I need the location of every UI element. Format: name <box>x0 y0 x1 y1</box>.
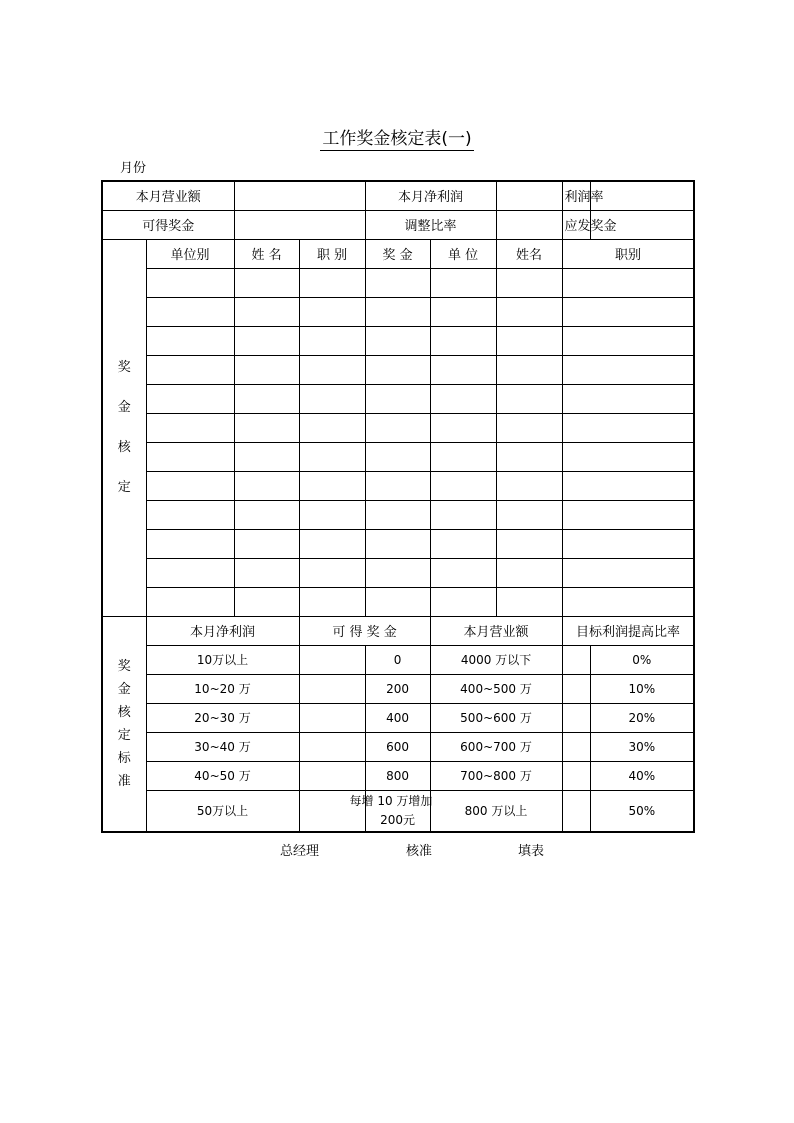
monthly-revenue-value[interactable] <box>234 181 365 210</box>
bonus-entry-position[interactable] <box>299 384 365 413</box>
std-rate-pad <box>562 674 590 703</box>
bonus-entry-position[interactable] <box>299 297 365 326</box>
bonus-entry-bonus[interactable] <box>365 500 430 529</box>
bonus-entry-bonus[interactable] <box>365 471 430 500</box>
bonus-entry-name-2[interactable] <box>496 471 562 500</box>
bonus-entry-name-2[interactable] <box>496 355 562 384</box>
footer-approve: 核准 <box>406 844 433 859</box>
bonus-entry-name[interactable] <box>234 413 299 442</box>
bonus-entry-unit[interactable] <box>146 297 234 326</box>
bonus-entry-name[interactable] <box>234 500 299 529</box>
std-profit: 40~50 万 <box>146 761 299 790</box>
bonus-entry-name-2[interactable] <box>496 529 562 558</box>
bonus-entry-unit[interactable] <box>146 355 234 384</box>
std-profit: 20~30 万 <box>146 703 299 732</box>
bonus-entry-bonus[interactable] <box>365 558 430 587</box>
std-header-net-profit: 本月净利润 <box>146 616 299 645</box>
std-rate: 10% <box>590 674 694 703</box>
footer-fill: 填表 <box>518 844 545 859</box>
earnable-bonus-label: 可得奖金 <box>102 210 234 239</box>
bonus-entry-bonus[interactable] <box>365 326 430 355</box>
bonus-entry-row <box>102 384 694 413</box>
standard-row <box>102 645 694 674</box>
standard-row <box>102 790 694 832</box>
std-rate-pad <box>562 703 590 732</box>
bonus-entry-position[interactable] <box>299 355 365 384</box>
std-bonus-pad <box>299 732 365 761</box>
bonus-entry-position[interactable] <box>299 442 365 471</box>
bonus-entry-unit-2[interactable] <box>430 297 496 326</box>
bonus-entry-position-2[interactable] <box>562 529 694 558</box>
payable-bonus-cell <box>564 210 694 239</box>
bonus-entry-bonus[interactable] <box>365 268 430 297</box>
bonus-side-label: 奖 金 核 定 <box>102 239 146 616</box>
bonus-entry-name[interactable] <box>234 326 299 355</box>
std-rate-pad <box>562 732 590 761</box>
std-bonus: 每增 10 万增加 200元 <box>365 790 430 832</box>
standard-row <box>102 703 694 732</box>
standard-row <box>102 761 694 790</box>
std-rate: 0% <box>590 645 694 674</box>
bonus-entry-position[interactable] <box>299 529 365 558</box>
bonus-entry-name[interactable] <box>234 587 299 616</box>
std-header-target-rate: 目标利润提高比率 <box>562 616 694 645</box>
bonus-entry-name-2[interactable] <box>496 297 562 326</box>
bonus-entry-unit-2[interactable] <box>430 442 496 471</box>
bonus-entry-row <box>102 268 694 297</box>
std-bonus-pad <box>299 645 365 674</box>
bonus-entry-unit[interactable] <box>146 500 234 529</box>
standard-side-label: 奖 金 核 定 标 准 <box>102 616 146 832</box>
bonus-entry-position[interactable] <box>299 326 365 355</box>
std-revenue: 600~700 万 <box>430 732 562 761</box>
std-header-earnable-bonus: 可 得 奖 金 <box>299 616 430 645</box>
bonus-entry-position-2[interactable] <box>562 326 694 355</box>
monthly-net-profit-label: 本月净利润 <box>365 181 496 210</box>
bonus-entry-position-2[interactable] <box>562 297 694 326</box>
bonus-entry-unit[interactable] <box>146 326 234 355</box>
std-rate: 40% <box>590 761 694 790</box>
header-unit: 单位别 <box>146 239 234 268</box>
bonus-entry-position-2[interactable] <box>562 471 694 500</box>
standard-header-row <box>102 616 694 645</box>
monthly-net-profit-value[interactable] <box>496 181 562 210</box>
std-revenue: 4000 万以下 <box>430 645 562 674</box>
bonus-entry-row <box>102 355 694 384</box>
bonus-entry-position-2[interactable] <box>562 500 694 529</box>
bonus-entry-name-2[interactable] <box>496 413 562 442</box>
bonus-entry-bonus[interactable] <box>365 355 430 384</box>
bonus-entry-row <box>102 558 694 587</box>
std-profit: 30~40 万 <box>146 732 299 761</box>
std-revenue: 700~800 万 <box>430 761 562 790</box>
monthly-revenue-label: 本月营业额 <box>102 181 234 210</box>
bonus-entry-position[interactable] <box>299 587 365 616</box>
bonus-entry-unit[interactable] <box>146 442 234 471</box>
bonus-entry-name[interactable] <box>234 529 299 558</box>
bonus-entry-position[interactable] <box>299 268 365 297</box>
header-bonus: 奖 金 <box>365 239 430 268</box>
std-profit: 10万以上 <box>146 645 299 674</box>
bonus-entry-unit-2[interactable] <box>430 413 496 442</box>
bonus-entry-position[interactable] <box>299 558 365 587</box>
bonus-entry-position-2[interactable] <box>562 558 694 587</box>
std-rate: 30% <box>590 732 694 761</box>
bonus-entry-name[interactable] <box>234 442 299 471</box>
std-bonus-pad <box>299 674 365 703</box>
bonus-entry-unit-2[interactable] <box>430 587 496 616</box>
bonus-entry-unit-2[interactable] <box>430 268 496 297</box>
header-name-2: 姓名 <box>496 239 562 268</box>
std-bonus: 800 <box>365 761 430 790</box>
std-revenue: 400~500 万 <box>430 674 562 703</box>
bonus-entry-unit[interactable] <box>146 529 234 558</box>
bonus-entry-bonus[interactable] <box>365 442 430 471</box>
bonus-entry-position-2[interactable] <box>562 268 694 297</box>
bonus-entry-name[interactable] <box>234 384 299 413</box>
bonus-entry-position-2[interactable] <box>562 355 694 384</box>
bonus-entry-bonus[interactable] <box>365 297 430 326</box>
std-rate-pad <box>562 761 590 790</box>
bonus-entry-unit[interactable] <box>146 268 234 297</box>
profit-rate-cell: 利润率 <box>590 181 694 210</box>
payable-bonus-label: 应发奖金 <box>564 219 617 234</box>
std-rate-pad <box>562 790 590 832</box>
standard-row <box>102 732 694 761</box>
bonus-entry-bonus[interactable] <box>365 384 430 413</box>
std-bonus: 600 <box>365 732 430 761</box>
std-bonus-pad <box>299 761 365 790</box>
footer-general-manager: 总经理 <box>280 844 320 859</box>
bonus-entry-row <box>102 442 694 471</box>
header-unit-2: 单 位 <box>430 239 496 268</box>
bonus-entry-name[interactable] <box>234 268 299 297</box>
summary-row-1 <box>102 181 694 210</box>
bonus-entry-row <box>102 500 694 529</box>
bonus-entry-row <box>102 529 694 558</box>
bonus-header-row <box>102 239 694 268</box>
bonus-entry-row <box>102 326 694 355</box>
header-position: 职 别 <box>299 239 365 268</box>
std-rate-pad <box>562 645 590 674</box>
bonus-entry-unit[interactable] <box>146 587 234 616</box>
bonus-entry-position-2[interactable] <box>562 413 694 442</box>
bonus-entry-unit-2[interactable] <box>430 384 496 413</box>
bonus-entry-unit-2[interactable] <box>430 500 496 529</box>
bonus-entry-position-2[interactable] <box>562 587 694 616</box>
bonus-entry-unit-2[interactable] <box>430 558 496 587</box>
std-profit: 50万以上 <box>146 790 299 832</box>
bonus-entry-position-2[interactable] <box>562 442 694 471</box>
bonus-entry-unit-2[interactable] <box>430 529 496 558</box>
bonus-entry-unit[interactable] <box>146 384 234 413</box>
standard-row <box>102 674 694 703</box>
std-rate: 20% <box>590 703 694 732</box>
bonus-entry-name-2[interactable] <box>496 558 562 587</box>
bonus-form-table <box>101 180 695 833</box>
month-label: 月份 <box>120 161 147 176</box>
header-name: 姓 名 <box>234 239 299 268</box>
std-bonus: 400 <box>365 703 430 732</box>
bonus-entry-position-2[interactable] <box>562 384 694 413</box>
bonus-entry-bonus[interactable] <box>365 529 430 558</box>
form-title: 工作奖金核定表(一) <box>322 129 472 149</box>
bonus-entry-name-2[interactable] <box>496 384 562 413</box>
std-header-revenue: 本月营业额 <box>430 616 562 645</box>
bonus-entry-name-2[interactable] <box>496 500 562 529</box>
bonus-entry-unit-2[interactable] <box>430 471 496 500</box>
std-profit: 10~20 万 <box>146 674 299 703</box>
bonus-entry-bonus[interactable] <box>365 413 430 442</box>
bonus-entry-name[interactable] <box>234 471 299 500</box>
bonus-entry-unit[interactable] <box>146 413 234 442</box>
bonus-entry-unit[interactable] <box>146 471 234 500</box>
bonus-entry-name[interactable] <box>234 355 299 384</box>
earnable-bonus-value[interactable] <box>234 210 365 239</box>
adjust-ratio-value[interactable] <box>496 210 562 239</box>
bonus-entry-bonus[interactable] <box>365 587 430 616</box>
std-bonus: 0 <box>365 645 430 674</box>
bonus-entry-row <box>102 587 694 616</box>
bonus-entry-row <box>102 413 694 442</box>
std-revenue: 500~600 万 <box>430 703 562 732</box>
bonus-entry-row <box>102 297 694 326</box>
bonus-entry-row <box>102 471 694 500</box>
bonus-entry-position[interactable] <box>299 413 365 442</box>
bonus-entry-name-2[interactable] <box>496 587 562 616</box>
summary-row-2 <box>102 210 694 239</box>
std-bonus: 200 <box>365 674 430 703</box>
bonus-entry-name-2[interactable] <box>496 326 562 355</box>
std-bonus-pad <box>299 703 365 732</box>
bonus-entry-name-2[interactable] <box>496 442 562 471</box>
std-revenue: 800 万以上 <box>430 790 562 832</box>
bonus-entry-unit-2[interactable] <box>430 355 496 384</box>
bonus-entry-position[interactable] <box>299 500 365 529</box>
header-position-2: 职别 <box>562 239 694 268</box>
bonus-entry-name-2[interactable] <box>496 268 562 297</box>
adjust-ratio-label: 调整比率 <box>365 210 496 239</box>
bonus-entry-name[interactable] <box>234 297 299 326</box>
bonus-entry-name[interactable] <box>234 558 299 587</box>
std-rate: 50% <box>590 790 694 832</box>
bonus-entry-position[interactable] <box>299 471 365 500</box>
bonus-entry-unit-2[interactable] <box>430 326 496 355</box>
bonus-entry-unit[interactable] <box>146 558 234 587</box>
